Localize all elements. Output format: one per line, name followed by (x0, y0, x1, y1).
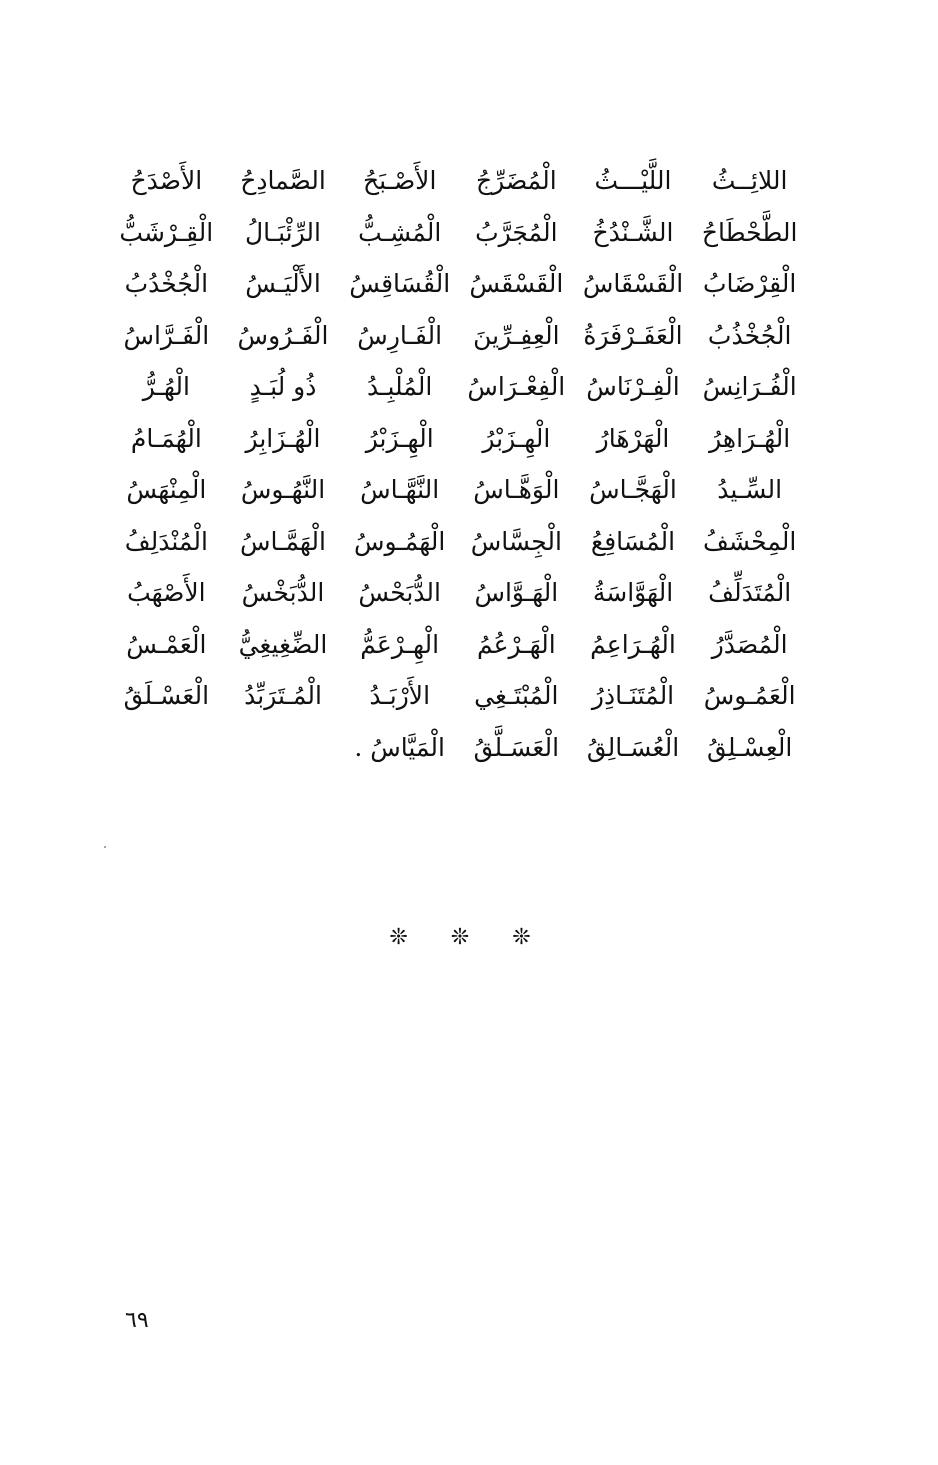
word: النَّهَّـاسُ (360, 475, 440, 505)
word: الطَّحْطَاحُ (701, 217, 798, 247)
word: الْمُضَرِّجُ (476, 166, 557, 196)
word: الْمُلْبِـدُ (367, 372, 433, 402)
word: الْعَمْـسُ (126, 629, 207, 659)
word: الْهِـزَبْرُ (365, 423, 434, 453)
word: الْقُسَاقِسُ (349, 269, 451, 299)
section-separator: ❊ ❊ ❊ (389, 925, 549, 950)
word: الْقِرْضَابُ (702, 269, 797, 299)
word: الْهَوَّاسَةُ (592, 578, 674, 608)
word: الْهَـرْعُمُ (476, 629, 556, 659)
word: الْجُخْدُبُ (124, 269, 209, 299)
word: الْجِسَّاسُ (470, 526, 562, 556)
word-row (108, 207, 808, 259)
word: الْعَفَـرْفَرَةُ (583, 320, 683, 350)
word-row (108, 258, 808, 310)
word: الْهَـوَّاسُ (474, 578, 559, 608)
word: الْفِعْـرَاسُ (467, 372, 566, 402)
word: الْقَسْقَسُ (469, 269, 564, 299)
word: الْفَـرَّاسُ (123, 320, 210, 350)
word: اللَّيْـــثُ (594, 166, 672, 196)
word-grid (108, 155, 808, 773)
word: الْمُجَرَّبُ (475, 217, 558, 247)
word: الضِّغِيغِيُّ (238, 629, 328, 659)
word: الأَلْيَـسُ (245, 269, 321, 299)
word-row (108, 516, 808, 568)
word-row (108, 310, 808, 362)
word: الْمِحْشَفُ (703, 526, 797, 556)
word: الْهُـرَاعِمُ (590, 629, 676, 659)
word: الشَّـنْدُخُ (592, 217, 674, 247)
word: اللائِــثُ (711, 166, 788, 196)
word-row (108, 567, 808, 619)
word-row (108, 619, 808, 671)
scan-speck (104, 846, 106, 848)
word-row (108, 361, 808, 413)
word: الْجُخْذُبُ (707, 320, 792, 350)
word: الْمُنْدَلِفُ (124, 526, 208, 556)
word: الْعُسَـالِقُ (586, 732, 680, 762)
word: الْمُسَافِعُ (590, 526, 676, 556)
word: الْعَمُـوسُ (703, 681, 796, 711)
word-row (108, 155, 808, 207)
word: الأَصْدَحُ (130, 166, 203, 196)
word: الأَرْبَـدُ (369, 681, 431, 711)
word: ذُو لُبَـدٍ (249, 372, 317, 402)
word: الأَصْهَبُ (127, 578, 206, 608)
word: الْمَيَّاسُ . (354, 732, 445, 762)
word: الْعَسْـلَقُ (123, 681, 210, 711)
word: النَّهُـوسُ (240, 475, 326, 505)
word: الْهُـزَابِرُ (245, 423, 321, 453)
word: الْقِـرْشَبُّ (119, 217, 214, 247)
word: الْمُشِـبُّ (358, 217, 442, 247)
word: الْهَرْهَارُ (596, 423, 670, 453)
word: الْعِفِـرِّينَ (473, 320, 560, 350)
word: الْهُـرُّ (142, 372, 190, 402)
page-number: ٦٩ (125, 1308, 149, 1333)
word: الصَّمادِحُ (240, 166, 326, 196)
word: الرِّئْبَـالُ (245, 217, 321, 247)
word: الْمُـتَرَبِّدُ (244, 681, 322, 711)
word-row (108, 670, 808, 722)
word: الدُّبَخْسُ (241, 578, 325, 608)
word: الْهُـرَاهِرُ (709, 423, 791, 453)
word: الْمِنْهَسُ (126, 475, 207, 505)
word: الْفِـرْنَاسُ (586, 372, 680, 402)
word: الْهُمَـامُ (130, 423, 202, 453)
word: الْفُـرَانِسُ (702, 372, 797, 402)
word: الْمُصَدَّرُ (711, 629, 788, 659)
word: الدُّبَحْسُ (358, 578, 441, 608)
word: السِّـيدُ (717, 475, 783, 505)
word: الْمُتَدَلِّفُ (708, 578, 792, 608)
word: الْمُبْتَـغِي (474, 681, 559, 711)
word: الْوَهَّـاسُ (473, 475, 560, 505)
word-row (108, 413, 808, 465)
word: الْقَسْقَاسُ (582, 269, 684, 299)
word: الأَصْـبَحُ (362, 166, 437, 196)
word: الْفَـارِسُ (357, 320, 443, 350)
word: الْهَجَّـاسُ (589, 475, 677, 505)
word-row (108, 722, 808, 774)
word: الْمُتَنَـاذِرُ (591, 681, 675, 711)
word: الْهِـزَبْرُ (482, 423, 551, 453)
word: الْهِـرْعَمُّ (360, 629, 440, 659)
word: الْفَـرُوسُ (237, 320, 329, 350)
word: الْهَمُـوسُ (354, 526, 446, 556)
word: الْهَمَّـاسُ (240, 526, 326, 556)
word: الْعِسْـلِقُ (706, 732, 793, 762)
word: الْعَسَـلَّقُ (473, 732, 560, 762)
word-row (108, 464, 808, 516)
